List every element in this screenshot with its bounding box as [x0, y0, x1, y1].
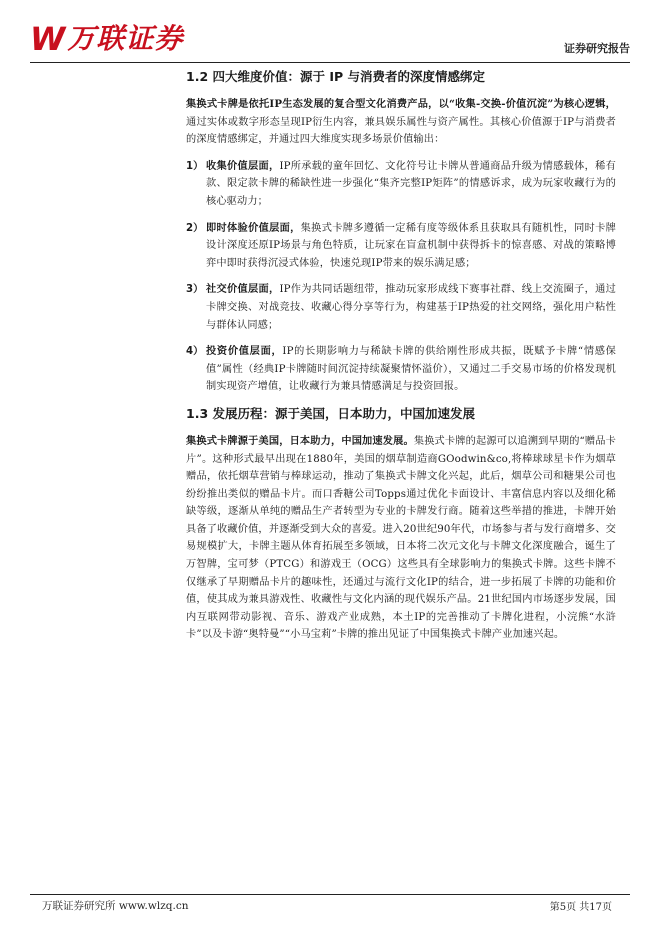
item-heading: 收集价值层面， — [206, 159, 280, 172]
main-content — [186, 66, 616, 644]
page-header — [30, 18, 630, 62]
logo-mark: W — [30, 20, 64, 58]
report-type-label: 证券研究报告 — [564, 42, 630, 55]
item-heading: 社交价值层面， — [206, 283, 280, 296]
header-divider — [30, 62, 630, 63]
item-text: IP作为共同话题纽带，推动玩家形成线下赛事社群、线上交流圈子，通过卡牌交换、对战竞技、收藏心得分享等行为，构建基于IP热爱的社交网络，强化用户粘性与群体认同感； — [206, 284, 616, 331]
item-heading: 即时体验价值层面， — [206, 221, 301, 234]
intro-paragraph — [186, 96, 616, 149]
footer-source: 万联证券研究所 www.wlzq.cn — [42, 900, 189, 912]
item-number: 2） — [186, 222, 204, 234]
item-number: 3） — [186, 284, 204, 296]
intro-bold-text: 集换式卡牌是依托IP生态发展的复合型文化消费产品，以“收集-交换-价值沉淀”为核心逻辑， — [186, 98, 616, 110]
logo-text: 万联证券 — [67, 22, 184, 55]
footer-divider — [30, 894, 630, 895]
item-text: 集换式卡牌多遵循一定稀有度等级体系且获取具有随机性，同时卡牌设计深度还原IP场景与角色特质，让玩家在盲盒机制中获得拆卡的惊喜感、对战的策略博弈中即时获得沉浸式体验，快速兑现IP带来的娱乐满足感； — [206, 222, 616, 269]
history-bold-text: 集换式卡牌源于美国，日本助力，中国加速发展。 — [186, 434, 414, 447]
item-number: 1） — [186, 160, 204, 172]
section-title-1-2: 1.2 四大维度价值：源于 IP 与消费者的深度情感绑定 — [186, 69, 486, 84]
section-title-1-3: 1.3 发展历程：源于美国，日本助力，中国加速发展 — [186, 405, 475, 421]
item-text: IP所承载的童年回忆、文化符号让卡牌从普通商品升级为情感载体，稀有款、限定款卡牌的稀缺性进一步强化“集齐完整IP矩阵”的情感诉求，成为玩家收藏行为的核心驱动力； — [206, 160, 616, 207]
item-text: IP的长期影响力与稀缺卡牌的供给刚性形成共振，既赋予卡牌“情感保值”属性（经典IP卡牌随时间沉淀持续凝聚情怀溢价），又通过二手交易市场的价格发现机制实现资产增值，让收藏行为兼具情感满足与投资回报。 — [206, 346, 616, 393]
value-item-social — [186, 281, 616, 334]
value-item-collection — [186, 158, 616, 211]
history-text: 集换式卡牌的起源可以追溯到早期的“赠品卡片”。这种形式最早出现在1880年，美国的烟草制造商GOodwin&co,将棒球球星卡作为烟草赠品，依托烟草营销与棒球运动，推动了集换式卡牌文化兴起，此后，烟草公司和糖果公司也纷纷推出类似的赠品卡片。而口香糖公司Topps通过优化卡面设计、丰富信息内容以及细化稀缺等级，逐渐从单纯的赠品生产者转型为专业的卡牌发行商。随着这些举措的推进，卡牌开始具备了收藏价值，并逐渐受到大众的喜爱。进入20世纪90年代，市场参与者与发行商增多、交易规模扩大，卡牌主题从体育拓展至多领域，日本将二次元文化与卡牌文化深度融合，诞生了万智牌，宝可梦（PTCG）和游戏王（OCG）这些具有全球影响力的集换式卡牌。这些卡牌不仅继承了早期赠品卡片的趣味性，还通过与流行文化IP的结合，进一步拓展了卡牌的功能和价值，使其成为兼具游戏性、收藏性与文化内涵的现代娱乐产品。21世纪国内市场逐步发展，国内互联网带动影视、音乐、游戏产业成熟，本土IP的完善推动了卡牌化进程，小浣熊“水浒卡”以及卡游“奥特曼”“小马宝莉”卡牌的推出见证了中国集换式卡牌产业加速兴起。 — [186, 435, 616, 641]
value-item-experience — [186, 220, 616, 273]
item-heading: 投资价值层面， — [206, 345, 283, 358]
intro-text: 通过实体或数字形态呈现IP衍生内容，兼具娱乐属性与资产属性。其核心价值源于IP与消费者的深度情感绑定，并通过四大维度实现多场景价值输出： — [186, 116, 616, 146]
company-logo — [30, 22, 183, 56]
value-item-investment — [186, 343, 616, 396]
item-number: 4） — [186, 346, 204, 358]
history-paragraph — [186, 433, 616, 644]
page-number: 第5页 共17页 — [549, 902, 612, 913]
